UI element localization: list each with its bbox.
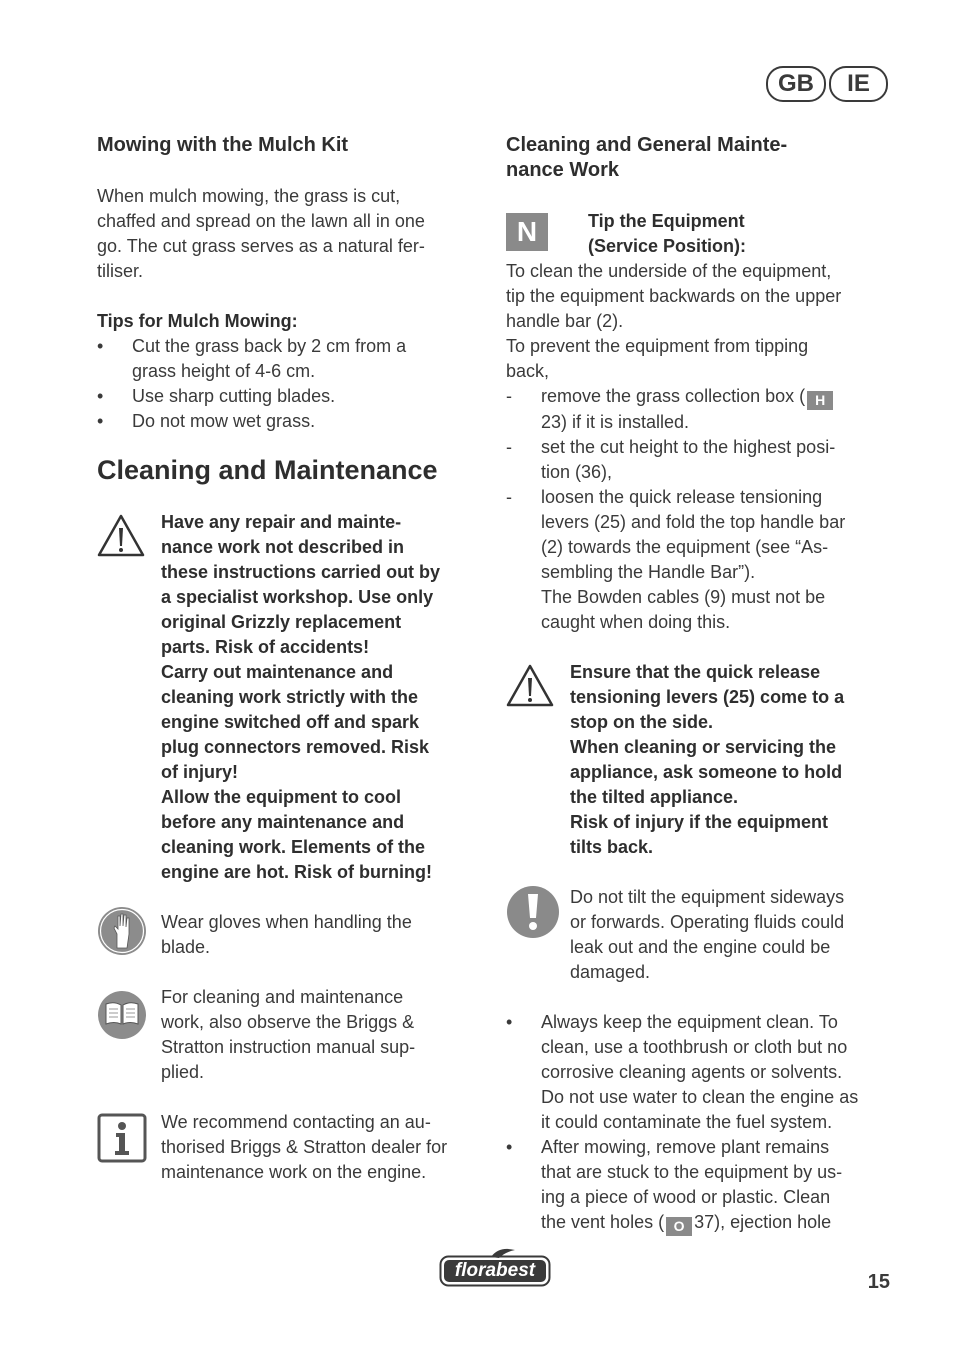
- page-number: 15: [867, 1271, 890, 1293]
- info-icon: [97, 1113, 147, 1163]
- section-title: Cleaning and Maintenance: [97, 455, 438, 485]
- right-heading: Cleaning and General Mainte- nance Work: [506, 134, 788, 181]
- list-item: - set the cut height to the highest posi- tion (36),: [506, 437, 836, 482]
- tip-heading: Tip the Equipment (Service Position):: [588, 211, 747, 256]
- gloves-text: Wear gloves when handling the blade.: [161, 912, 412, 957]
- list-item: • Cut the grass back by 2 cm from a grass height of 4-6 cm.: [97, 336, 407, 381]
- list-item: - loosen the quick release tensioning levers (25) and fold the top handle bar (2) towards the equipment (see “As- sembling the Handle Bar”). The Bowden cables (9) must not be caught when doing this.: [506, 487, 846, 632]
- florabest-logo: florabest: [439, 1248, 551, 1288]
- mulch-heading: Mowing with the Mulch Kit: [97, 134, 349, 156]
- info-text: We recommend contacting an au- thorised Briggs & Stratton dealer for maintenance work on the engine.: [161, 1112, 448, 1182]
- warning-text: Have any repair and mainte- nance work not described in these instructions carried out by a specialist workshop. Use only original Grizzly replacement parts. Risk of accidents! Carry out maintenance and cleaning work strictly with the engine switched off and spark plug connectors removed. Risk of injury! Allow the equipment to cool before any maintenance and cleaning work. Elements of the engine are hot. Risk of burning!: [161, 512, 441, 882]
- lang-badge-gb: GB: [766, 66, 826, 102]
- care-bullets: [506, 1010, 906, 1236]
- list-item: • Do not mow wet grass.: [97, 411, 316, 431]
- left-column: [97, 133, 482, 434]
- o-ref-badge: O: [666, 1217, 692, 1236]
- list-item: • After mowing, remove plant remains that are stuck to the equipment by us- ing a piece of wood or plastic. Clean the vent holes ( O 37), ejection hole: [506, 1137, 843, 1234]
- n-badge: N: [506, 213, 548, 251]
- list-item: • Use sharp cutting blades.: [97, 386, 336, 406]
- mulch-paragraph: When mulch mowing, the grass is cut, chaffed and spread on the lawn all in one go. The cut grass serves as a natural fer- tiliser.: [97, 186, 425, 281]
- tips-heading: Tips for Mulch Mowing:: [97, 311, 298, 331]
- h-ref-badge: H: [807, 391, 833, 410]
- caution-text: Do not tilt the equipment sideways or forwards. Operating fluids could leak out and the engine could be damaged.: [570, 887, 845, 982]
- list-item: - remove the grass collection box ( H 23) if it is installed.: [506, 384, 906, 435]
- tip-paragraph: To clean the underside of the equipment, tip the equipment backwards on the upper handle bar (2). To prevent the equipment from tipping back, - remove the grass collection box ( H 23) if it is installed. - set the cut height to the highest posi- tion (36), - loosen the quick release tensioning levers (25) and fold the top handle bar (2) towards the equipment (see “As- sembling the Handle Bar”). The Bowden cables (9) must not be caught when doing this.: [506, 259, 906, 635]
- manual-text: For cleaning and maintenance work, also observe the Briggs & Stratton instruction manual sup- plied.: [161, 987, 416, 1082]
- warning-icon: [506, 663, 554, 707]
- warning-text-right: Ensure that the quick release tensioning levers (25) come to a stop on the side. When cleaning or servicing the appliance, ask someone to hold the tilted appliance. Risk of injury if the equipment tilts back.: [570, 662, 845, 857]
- warning-icon: [97, 513, 145, 557]
- dash-list: [506, 384, 906, 635]
- gloves-icon: [97, 904, 147, 958]
- exclamation-icon: [506, 885, 560, 939]
- tips-list: [97, 334, 482, 434]
- lang-badge-ie: IE: [829, 66, 888, 102]
- list-item: • Always keep the equipment clean. To clean, use a toothbrush or cloth but no corrosive cleaning agents or solvents. Do not use water to clean the engine as it could contaminate the fuel system.: [506, 1012, 859, 1132]
- manual-book-icon: [97, 988, 147, 1042]
